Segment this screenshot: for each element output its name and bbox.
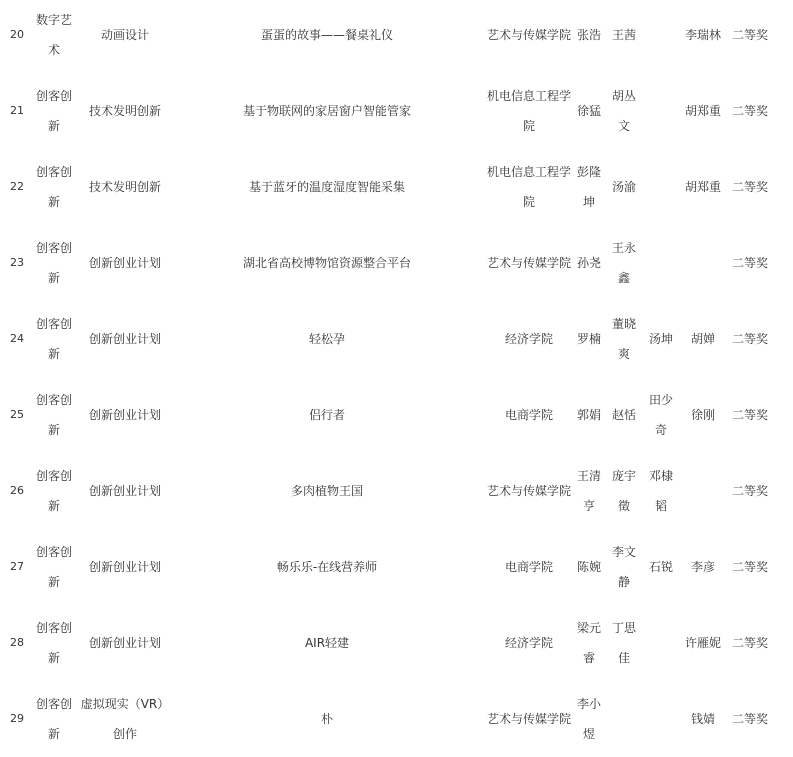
row-index: 25 bbox=[10, 408, 24, 421]
member-2-cell: 赵恬 bbox=[611, 408, 636, 422]
school-cell: 电商学院 bbox=[504, 408, 553, 422]
table-row bbox=[0, 377, 793, 453]
member-2-cell: 庞宇徵 bbox=[611, 469, 636, 513]
row-index: 24 bbox=[10, 332, 24, 345]
project-title-cell: 基于蓝牙的温度湿度智能采集 bbox=[248, 180, 405, 194]
subcategory-cell: 动画设计 bbox=[100, 28, 149, 42]
category-cell: 数字艺术 bbox=[35, 13, 72, 57]
award-cell: 二等奖 bbox=[731, 104, 768, 118]
member-3-cell bbox=[646, 225, 676, 301]
subcategory-cell: 技术发明创新 bbox=[88, 180, 161, 194]
project-title-cell: 侣行者 bbox=[308, 408, 345, 422]
category-cell: 创客创新 bbox=[35, 469, 72, 513]
member-3-cell: 邓棣韬 bbox=[648, 469, 673, 513]
project-title-cell: 多肉植物王国 bbox=[290, 484, 363, 498]
row-index: 22 bbox=[10, 180, 24, 193]
advisor-cell: 徐刚 bbox=[690, 408, 715, 422]
member-3-cell: 石锐 bbox=[648, 560, 673, 574]
subcategory-cell: 创新创业计划 bbox=[88, 636, 161, 650]
award-cell: 二等奖 bbox=[731, 484, 768, 498]
table-row bbox=[0, 0, 793, 73]
member-2-cell bbox=[609, 681, 639, 757]
subcategory-cell: 创新创业计划 bbox=[88, 332, 161, 346]
project-title-cell: 朴 bbox=[320, 712, 333, 726]
subcategory-cell: 技术发明创新 bbox=[88, 104, 161, 118]
table-row bbox=[0, 681, 793, 757]
member-1-cell: 罗楠 bbox=[576, 332, 601, 346]
subcategory-cell: 创新创业计划 bbox=[88, 484, 161, 498]
member-2-cell: 董晓爽 bbox=[611, 317, 636, 361]
advisor-cell: 胡郑重 bbox=[684, 104, 721, 118]
advisor-cell: 李瑞林 bbox=[684, 28, 721, 42]
table-row bbox=[0, 73, 793, 149]
award-cell: 二等奖 bbox=[731, 408, 768, 422]
subcategory-cell: 创新创业计划 bbox=[88, 256, 161, 270]
school-cell: 经济学院 bbox=[504, 332, 553, 346]
row-index: 27 bbox=[10, 560, 24, 573]
category-cell: 创客创新 bbox=[35, 89, 72, 133]
member-2-cell: 丁思佳 bbox=[611, 621, 636, 665]
member-1-cell: 孙尧 bbox=[576, 256, 601, 270]
member-1-cell: 郭娟 bbox=[576, 408, 601, 422]
school-cell: 艺术与传媒学院 bbox=[486, 256, 571, 270]
member-2-cell: 胡丛文 bbox=[611, 89, 636, 133]
row-index: 20 bbox=[10, 28, 24, 41]
advisor-cell: 许雁妮 bbox=[684, 636, 721, 650]
school-cell: 电商学院 bbox=[504, 560, 553, 574]
table-row bbox=[0, 225, 793, 301]
row-index: 26 bbox=[10, 484, 24, 497]
member-2-cell: 汤渝 bbox=[611, 180, 636, 194]
table-row bbox=[0, 301, 793, 377]
member-3-cell: 田少奇 bbox=[648, 393, 673, 437]
project-title-cell: 蛋蛋的故事——餐桌礼仪 bbox=[260, 28, 393, 42]
member-3-cell bbox=[646, 149, 676, 225]
member-1-cell: 徐猛 bbox=[576, 104, 601, 118]
category-cell: 创客创新 bbox=[35, 621, 72, 665]
member-1-cell: 张浩 bbox=[576, 28, 601, 42]
school-cell: 机电信息工程学院 bbox=[486, 89, 571, 133]
member-1-cell: 王清亨 bbox=[576, 469, 601, 513]
category-cell: 创客创新 bbox=[35, 545, 72, 589]
project-title-cell: 湖北省高校博物馆资源整合平台 bbox=[242, 256, 411, 270]
project-title-cell: 畅乐乐-在线营养师 bbox=[276, 560, 378, 574]
school-cell: 艺术与传媒学院 bbox=[486, 484, 571, 498]
member-1-cell: 陈婉 bbox=[576, 560, 601, 574]
subcategory-cell: 创新创业计划 bbox=[88, 560, 161, 574]
award-cell: 二等奖 bbox=[731, 28, 768, 42]
award-cell: 二等奖 bbox=[731, 180, 768, 194]
member-3-cell bbox=[646, 0, 676, 73]
row-index: 29 bbox=[10, 712, 24, 725]
advisor-cell: 李彦 bbox=[690, 560, 715, 574]
award-cell: 二等奖 bbox=[731, 636, 768, 650]
row-index: 23 bbox=[10, 256, 24, 269]
member-1-cell: 彭隆坤 bbox=[576, 165, 601, 209]
member-2-cell: 王永鑫 bbox=[611, 241, 636, 285]
advisor-cell: 钱婧 bbox=[690, 712, 715, 726]
school-cell: 艺术与传媒学院 bbox=[486, 28, 571, 42]
school-cell: 经济学院 bbox=[504, 636, 553, 650]
table-row bbox=[0, 149, 793, 225]
category-cell: 创客创新 bbox=[35, 165, 72, 209]
advisor-cell bbox=[682, 453, 724, 529]
table-row bbox=[0, 453, 793, 529]
school-cell: 艺术与传媒学院 bbox=[486, 712, 571, 726]
table-row bbox=[0, 529, 793, 605]
award-cell: 二等奖 bbox=[731, 256, 768, 270]
subcategory-cell: 虚拟现实（VR）创作 bbox=[80, 697, 170, 741]
category-cell: 创客创新 bbox=[35, 241, 72, 285]
member-3-cell bbox=[646, 681, 676, 757]
member-3-cell: 汤坤 bbox=[648, 332, 673, 346]
member-3-cell bbox=[646, 605, 676, 681]
advisor-cell: 胡郑重 bbox=[684, 180, 721, 194]
category-cell: 创客创新 bbox=[35, 317, 72, 361]
advisor-cell: 胡婵 bbox=[690, 332, 715, 346]
category-cell: 创客创新 bbox=[35, 393, 72, 437]
award-cell: 二等奖 bbox=[731, 332, 768, 346]
row-index: 28 bbox=[10, 636, 24, 649]
project-title-cell: 基于物联网的家居窗户智能管家 bbox=[242, 104, 411, 118]
member-1-cell: 李小煜 bbox=[576, 697, 601, 741]
award-cell: 二等奖 bbox=[731, 712, 768, 726]
school-cell: 机电信息工程学院 bbox=[486, 165, 571, 209]
member-2-cell: 王茜 bbox=[611, 28, 636, 42]
award-cell: 二等奖 bbox=[731, 560, 768, 574]
subcategory-cell: 创新创业计划 bbox=[88, 408, 161, 422]
category-cell: 创客创新 bbox=[35, 697, 72, 741]
project-title-cell: 轻松孕 bbox=[308, 332, 345, 346]
member-1-cell: 梁元睿 bbox=[576, 621, 601, 665]
member-3-cell bbox=[646, 73, 676, 149]
advisor-cell bbox=[682, 225, 724, 301]
member-2-cell: 李文静 bbox=[611, 545, 636, 589]
row-index: 21 bbox=[10, 104, 24, 117]
table-row bbox=[0, 605, 793, 681]
project-title-cell: AIR轻建 bbox=[304, 636, 350, 650]
